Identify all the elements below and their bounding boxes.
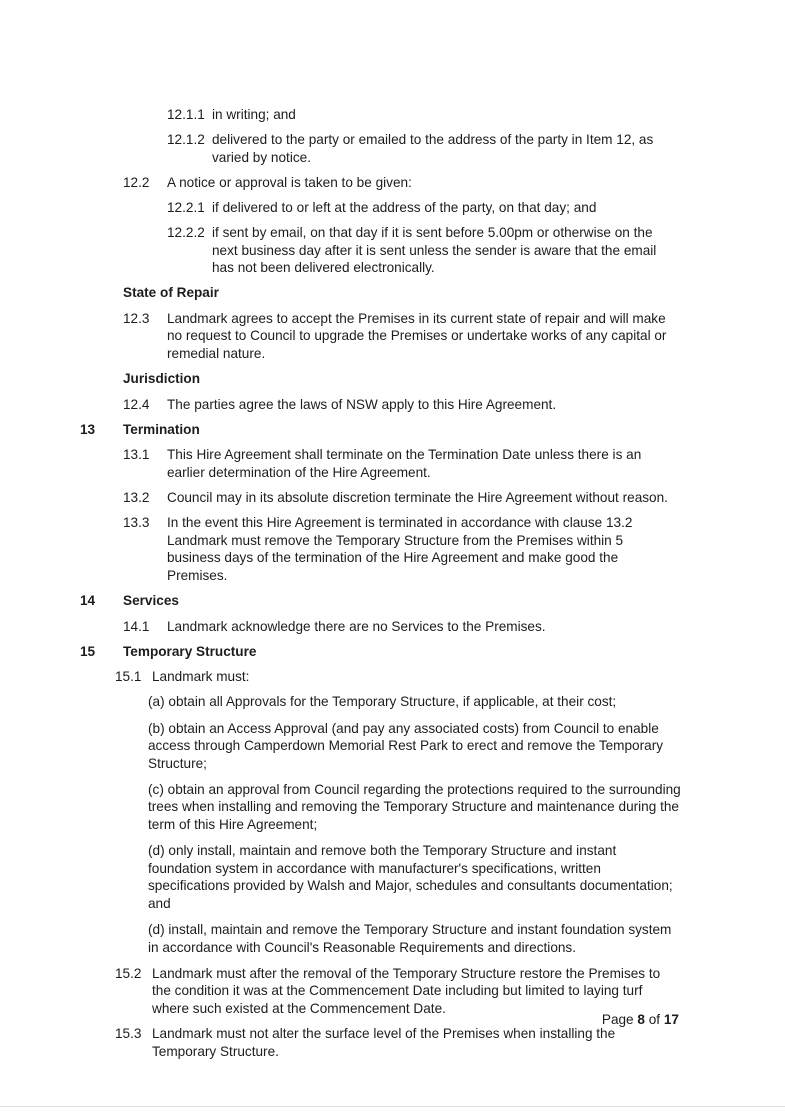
- clause-text: Landmark must:: [152, 669, 250, 685]
- subheading-jurisdiction: Jurisdiction: [123, 371, 201, 387]
- clause-text: This Hire Agreement shall terminate on the Termination Date unless there is an earlier determination of the Hire Agreement.: [167, 447, 642, 480]
- subheading-state-of-repair: State of Repair: [123, 285, 219, 301]
- of-label: of: [648, 1012, 661, 1027]
- page-label: Page: [601, 1012, 634, 1027]
- section-title: Termination: [123, 421, 200, 437]
- heading-temporary-structure: [0, 643, 785, 661]
- clause-12-4: [0, 396, 680, 414]
- clause-number: 12.1.2: [167, 132, 205, 148]
- section-number: 13: [80, 421, 96, 437]
- section-number: 14: [80, 593, 96, 609]
- clause-number: 14.1: [123, 618, 150, 634]
- clause-text: if sent by email, on that day if it is sent before 5.00pm or otherwise on the next business day after it is sent unless the sender is aware that the email has not been delivered electronically.: [212, 224, 657, 276]
- document-page: [0, 106, 785, 1068]
- clause-14-1: [0, 618, 680, 636]
- clause-text: A notice or approval is taken to be given:: [167, 174, 412, 190]
- section-title: Services: [123, 593, 179, 609]
- clause-number: 15.1: [115, 669, 142, 685]
- current-page: 8: [637, 1012, 645, 1027]
- section-number: 15: [80, 643, 96, 659]
- total-pages: 17: [663, 1012, 679, 1027]
- clause-text: In the event this Hire Agreement is terminated in accordance with clause 13.2 Landmark must remove the Temporary Structure from the Premises within 5 business days of the termination of the Hire Agreement and make good the Premises.: [167, 515, 633, 583]
- clause-number: 12.4: [123, 396, 150, 412]
- clause-text: Landmark acknowledge there are no Services to the Premises.: [167, 618, 546, 634]
- clause-12-1-2: [0, 131, 680, 166]
- clause-text: Landmark must not alter the surface level of the Premises when installing the Temporary Structure.: [152, 1025, 616, 1059]
- clause-15-1-c: (c) obtain an approval from Council regarding the protections required to the surrounding trees when installing and removing the Temporary Structure and maintenance during the term of this Hire Agreement;: [148, 781, 681, 832]
- clause-15-2: [0, 965, 680, 1018]
- heading-services: [0, 592, 785, 610]
- clause-number: 12.2: [123, 174, 150, 190]
- clause-15-3: [0, 1025, 680, 1060]
- clause-number: 13.3: [123, 515, 150, 531]
- heading-termination: [0, 421, 785, 439]
- scan-edge-line: [0, 1106, 785, 1107]
- clause-15-1-d2: (d) install, maintain and remove the Temporary Structure and instant foundation system in accordance with Council's Reasonable Requirements and directions.: [148, 921, 672, 955]
- clause-text: delivered to the party or emailed to the address of the party in Item 12, as varied by notice.: [212, 132, 654, 165]
- clause-number: 13.1: [123, 447, 150, 463]
- clause-number: 15.3: [115, 1025, 142, 1041]
- clause-12-3: [0, 310, 680, 363]
- clause-15-1: [0, 668, 680, 686]
- clause-12-2: [0, 174, 680, 192]
- clause-number: 12.1.1: [167, 107, 205, 122]
- clause-text: Landmark agrees to accept the Premises in its current state of repair and will make no request to Council to upgrade the Premises or undertake works of any capital or remedial nature.: [167, 310, 667, 362]
- clause-text: Council may in its absolute discretion terminate the Hire Agreement without reason.: [167, 490, 668, 506]
- clause-text: in writing; and: [212, 107, 296, 122]
- clause-15-1-d: (d) only install, maintain and remove both the Temporary Structure and instant foundation system in accordance with manufacturer's specifications, written specifications provided by Walsh and Major, schedules and consultants documentation; and: [148, 843, 673, 911]
- clause-number: 12.3: [123, 310, 150, 326]
- clause-15-1-a: (a) obtain all Approvals for the Temporary Structure, if applicable, at their cost;: [148, 694, 617, 710]
- clause-text: Landmark must after the removal of the Temporary Structure restore the Premises to the condition it was at the Commencement Date including but limited to laying turf where such existed at the Commencement Date.: [152, 965, 661, 1016]
- clause-number: 15.2: [115, 965, 142, 981]
- clause-number: 13.2: [123, 490, 150, 506]
- clause-12-1-1: [0, 106, 680, 124]
- clause-text: if delivered to or left at the address of the party, on that day; and: [212, 199, 597, 215]
- section-title: Temporary Structure: [123, 643, 257, 659]
- page-number: [602, 1012, 679, 1027]
- clause-12-2-1: [0, 199, 680, 217]
- clause-text: The parties agree the laws of NSW apply to this Hire Agreement.: [167, 396, 557, 412]
- clause-number: 12.2.1: [167, 199, 205, 215]
- clause-12-2-2: [0, 224, 680, 277]
- clause-13-2: [0, 489, 680, 507]
- clause-15-1-b: (b) obtain an Access Approval (and pay any associated costs) from Council to enable access through Camperdown Memorial Rest Park to erect and remove the Temporary Structure;: [148, 720, 664, 771]
- clause-13-1: [0, 446, 680, 481]
- clause-13-3: [0, 514, 680, 584]
- clause-number: 12.2.2: [167, 224, 205, 240]
